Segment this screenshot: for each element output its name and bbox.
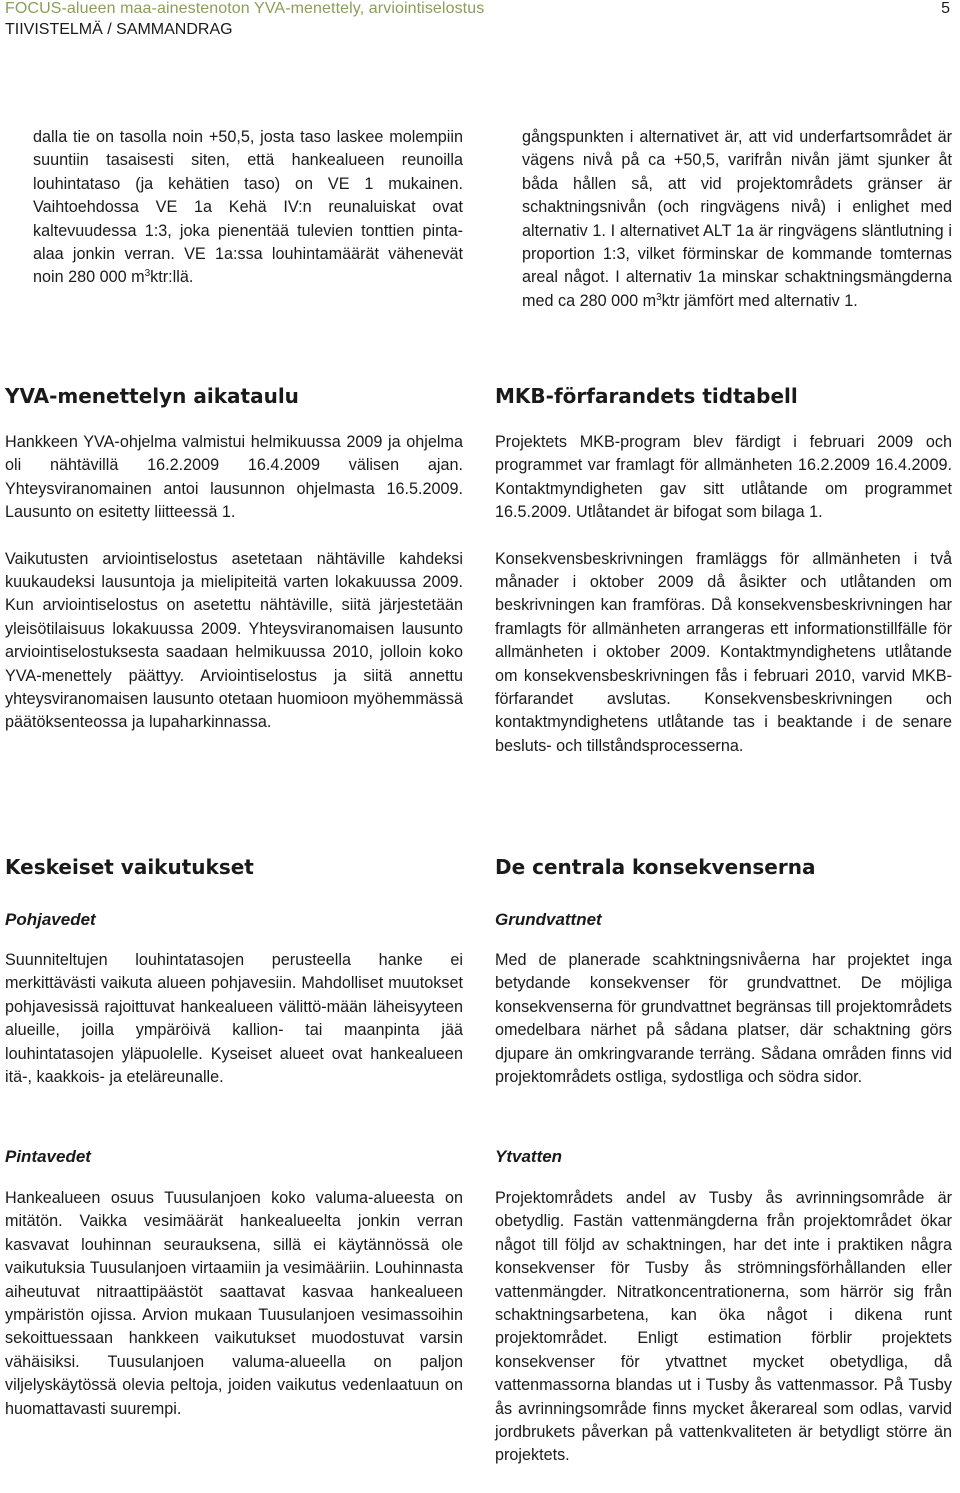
fi-schedule-heading-wrap <box>5 384 435 408</box>
fi-surface-block <box>5 1147 463 1421</box>
sv-schedule-block <box>495 431 952 758</box>
fi-surface-heading: Pintavedet <box>5 1147 91 1166</box>
sv-surface-heading: Ytvatten <box>495 1147 563 1166</box>
document-title: FOCUS-alueen maa-ainestenoton YVA-menettely, arviointiselostus <box>5 0 485 17</box>
fi-schedule-paragraph-1: Hankkeen YVA-ohjelma valmistui helmikuussa 2009 ja ohjelma oli nähtävillä 16.2.2009 16.4.2009 välisen ajan. Yhteysviranomainen antoi lausunnon ohjelmasta 16.5.2009. Lausunto on esitetty liitteessä 1. <box>5 433 463 522</box>
sv-schedule-paragraph-2: Konsekvensbeskrivningen framläggs för allmänheten i två månader i oktober 2009 då åsikter och utlåtanden om beskrivningen kan framföras. Då konsekvensbeskrivningen har framlagts för allmänheten arrangeras ett informationstillfälle för allmänheten i oktober 2009. Kontaktmyndighetens utlåtande om konsekvensbeskrivningen fås i februari 2010, varvid MKB-förfarandet avslutas. Konsekvensbeskrivningen och kontaktmyndighetens utlåtande tas i beaktande i de senare besluts- och tillståndsprocesserna. <box>495 549 952 755</box>
sv-impacts-heading-wrap <box>495 855 925 879</box>
section-title: TIIVISTELMÄ / SAMMANDRAG <box>5 21 233 38</box>
sv-schedule-heading: MKB-förfarandets tidtabell <box>495 384 798 408</box>
sv-schedule-heading-wrap <box>495 384 925 408</box>
fi-intro-block <box>33 126 463 290</box>
fi-intro-paragraph: dalla tie on tasolla noin +50,5, josta taso laskee molempiin suuntiin tasaisesti siten, että hankealueen reunoilla louhintataso (ja kehätien taso) on VE 1 mukainen. Vaihtoehdossa VE 1a Kehä IV:n reunaluiskat ovat kaltevuudessa 1:3, joka pienentää tulevien tonttien pinta-alaa jonkin verran. VE 1a:ssa louhintamäärät vähenevät noin 280 000 $m^3ktr:llä$. <box>33 128 463 287</box>
fi-schedule-heading: YVA-menettelyn aikataulu <box>5 384 299 408</box>
fi-groundwater-paragraph: Suunniteltujen louhintatasojen perusteella hanke ei merkittävästi vaikuta alueen pohjavesiin. Mahdolliset muutokset pohjavesissä rajoittuvat hankealueen välittö-mään läheisyyteen alueille, joilla ympäröivä kallion- tai maanpinta jää louhintatasojen yläpuolelle. Kyseiset alueet ovat hankealueen itä-, kaakkois- ja eteläreunalle. <box>5 951 463 1087</box>
fi-impacts-heading: Keskeiset vaikutukset <box>5 855 254 879</box>
page-number: 5 <box>941 0 950 17</box>
sv-groundwater-heading: Grundvattnet <box>495 910 602 929</box>
fi-groundwater-heading: Pohjavedet <box>5 910 96 929</box>
sv-groundwater-paragraph: Med de planerade scahktningsnivåerna har projektet inga betydande konsekvenser för grundvattnet. De möjliga konsekvenserna för grundvattnet begränsas till projektområdets omedelbara närhet på sådana platser, där schaktning görs djupare än omkringvarande terräng. Sådana områden finns vid projektområdets ostliga, sydostliga och södra sidor. <box>495 951 952 1087</box>
fi-impacts-heading-wrap <box>5 855 435 879</box>
sv-intro-block <box>522 126 952 313</box>
fi-schedule-paragraph-2: Vaikutusten arviointiselostus asetetaan nähtäville kahdeksi kuukaudeksi lausuntoja ja mielipiteitä varten lokakuussa 2009. Kun arviointiselostus on asetettu nähtäville, siitä järjestetään yleisötilaisuus lokakuussa 2009. Yhteysviranomaisen lausunto arviointiselostuksesta saadaan helmikuussa 2010, jolloin koko YVA-menettely päättyy. Arviointiselostus ja siitä annettu yhteysviranomaisen lausunto otetaan huomioon myöhemmässä päätöksenteossa ja lupaharkinnassa. <box>5 549 463 732</box>
fi-surface-paragraph: Hankealueen osuus Tuusulanjoen koko valuma-alueesta on mitätön. Vaikka vesimäärät hankealueelta jonkin verran kasvavat louhinnan seurauksena, sillä ei käytännössä ole vaikutuksia Tuusulanjoen virtaamiin ja vesimääriin. Louhinnasta aiheutuvat nitraattipäästöt saattavat kasvaa hankealueen ympäristön ojissa. Arvion mukaan Tuusulanjoen vesimassoihin sekoittuessaan hankkeen vaikutukset muodostuvat varsin vähäisiksi. Tuusulanjoen valuma-alueella on paljon viljelyskäytössä olevia peltoja, joiden vaikutus vedenlaatuun on huomattavasti suurempi. <box>5 1189 463 1418</box>
fi-groundwater-block <box>5 910 463 1089</box>
fi-schedule-block <box>5 431 463 735</box>
sv-schedule-paragraph-1: Projektets MKB-program blev färdigt i februari 2009 och programmet var framlagt för allmänheten 16.2.2009 16.4.2009. Kontaktmyndigheten gav sitt utlåtande om programmet 16.5.2009. Utlåtandet är bifogat som bilaga 1. <box>495 433 952 522</box>
sv-surface-block <box>495 1147 952 1468</box>
sv-intro-paragraph: gångspunkten i alternativet är, att vid underfartsområdet är vägens nivå på ca +50,5, varifrån nivån jämt sjunker åt båda hållen så, att vid projektområdets gränser är schaktningsnivån (och ringvägens nivå) i enlighet med alternativ 1. I alternativet ALT 1a är ringvägens släntlutning i proportion 1:3, vilket förminskar de kommande tomternas areal något. I alternativ 1a minskar schaktningsmängderna med ca 280 000 $m^3ktr$ jämfört med alternativ 1. <box>522 128 952 310</box>
sv-surface-paragraph: Projektområdets andel av Tusby ås avrinningsområde är obetydlig. Fastän vattenmängderna från projektområdet ökar något till följd av schaktningen, har det inte i praktiken några konsekvenser för Tusby ås strömningsförhållanden eller vattenmängder. Nitratkoncentrationerna, som härrör sig från schaktningsarbetena, kan öka något i dikena runt projektområdet. Enligt estimation förblir projektets konsekvenser för ytvattnet mycket obetydliga, då vattenmassorna blandas ut i Tusby ås vattenmassor. På Tusby ås avrinningsområde finns mycket åkerareal som odlas, varvid jordbrukets påverkan på vattenkvaliteten är betydligt större än projektets. <box>495 1189 952 1465</box>
sv-impacts-heading: De centrala konsekvenserna <box>495 855 816 879</box>
sv-groundwater-block <box>495 910 952 1089</box>
